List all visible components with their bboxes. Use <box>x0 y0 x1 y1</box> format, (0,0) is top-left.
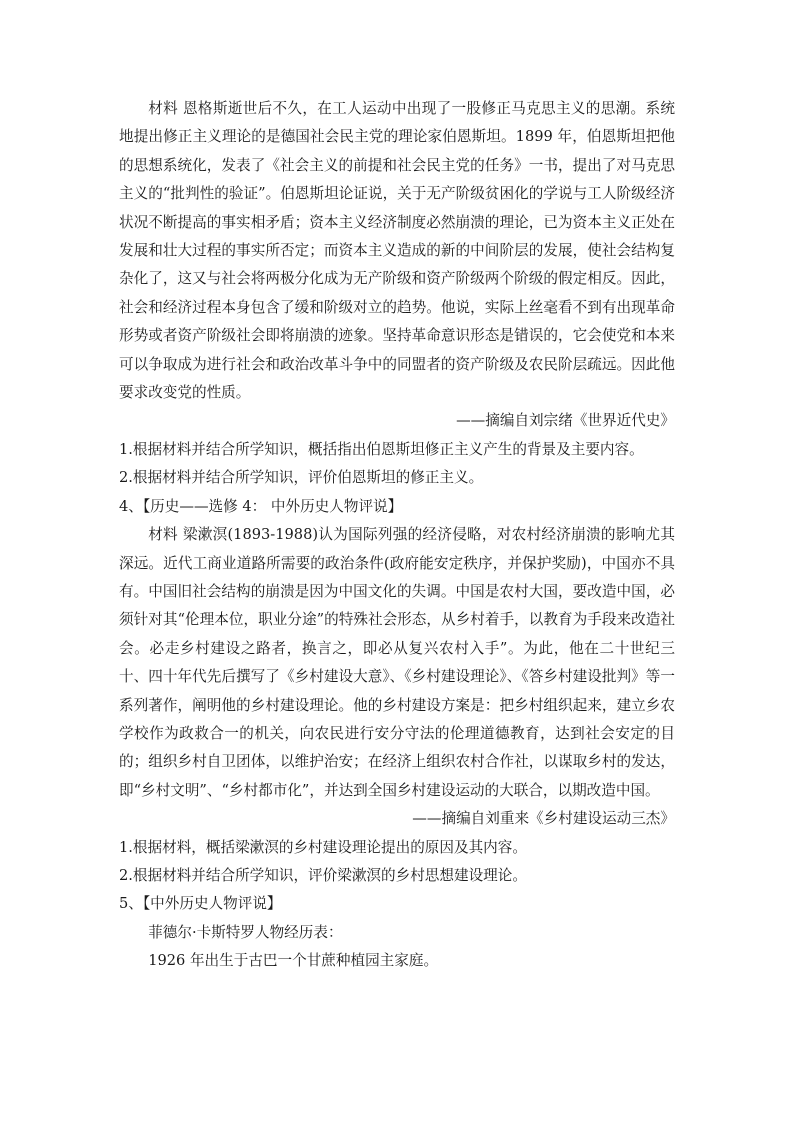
castro-intro: 菲德尔·卡斯特罗人物经历表： <box>148 923 343 941</box>
liang-question-2: 2.根据材料并结合所学知识，评价梁漱溟的乡村思想建设理论。 <box>119 866 527 884</box>
bernstein-question-2: 2.根据材料并结合所学知识，评价伯恩斯坦的修正主义。 <box>119 469 484 487</box>
section-5-heading: 5、【中外历史人物评说】 <box>119 895 282 913</box>
liang-source: ——摘编自刘重来《乡村建设运动三杰》 <box>412 810 675 828</box>
bernstein-material: 材料 恩格斯逝世后不久，在工人运动中出现了一股修正马克思主义的思潮。系统地提出修正主义理论的是德国社会民主党的理论家伯恩斯坦。1899 年，伯恩斯坦把他的思想系统化，发表了《社会主义的前提和社会民主党的任务》一书，提出了对马克思主义的“批判性的验证”。伯恩斯坦论证说，关于无产阶级贫困化的学说与工人阶级经济状况不断提高的事实相矛盾；资本主义经济制度必然崩溃的理论，已为资本主义正处在发展和壮大过程的事实所否定；而资本主义造成的新的中间阶层的发展，使社会结构复杂化了，这又与社会将两极分化成为无产阶级和资产阶级两个阶级的假定相反。因此，社会和经济过程本身包含了缓和阶级对立的趋势。他说，实际上丝毫看不到有出现革命形势或者资产阶级社会即将崩溃的迹象。坚持革命意识形态是错误的，它会使党和本来可以争取成为进行社会和政治改革斗争中的同盟者的资产阶级及农民阶层疏远。因此他要求改变党的性质。 <box>119 100 675 402</box>
liang-question-1: 1.根据材料，概括梁漱溟的乡村建设理论提出的原因及其内容。 <box>119 838 527 856</box>
castro-birth: 1926 年出生于古巴一个甘蔗种植园主家庭。 <box>148 952 439 970</box>
bernstein-question-1: 1.根据材料并结合所学知识，概括指出伯恩斯坦修正主义产生的背景及主要内容。 <box>119 440 644 458</box>
section-4-heading: 4、【历史——选修 4： 中外历史人物评说】 <box>119 497 403 515</box>
liang-material: 材料 梁漱溟(1893-1988)认为国际列强的经济侵略，对农村经济崩溃的影响尤其深远。近代工商业道路所需要的政治条件(政府能安定秩序，并保护奖励)，中国亦不具有。中国旧社会结构的崩溃是因为中国文化的失调。中国是农村大国，要改造中国，必须针对其“伦理本位，职业分途”的特殊社会形态，从乡村着手，以教育为手段来改造社会。必走乡村建设之路者，换言之，即必从复兴农村入手”。为此，他在二十世纪三十、四十年代先后撰写了《乡村建设大意》、《乡村建设理论》、《答乡村建设批判》等一系列著作，阐明他的乡村建设理论。他的乡村建设方案是：把乡村组织起来，建立乡农学校作为政救合一的机关，向农民进行安分守法的伦理道德教育，达到社会安定的目的；组织乡村自卫团体，以维护治安；在经济上组织农村合作社，以谋取乡村的发达，即“乡村文明”、“乡村都市化”，并达到全国乡村建设运动的大联合，以期改造中国。 <box>119 526 675 799</box>
bernstein-source: ——摘编自刘宗绪《世界近代史》 <box>456 412 675 430</box>
document-page <box>119 95 675 976</box>
